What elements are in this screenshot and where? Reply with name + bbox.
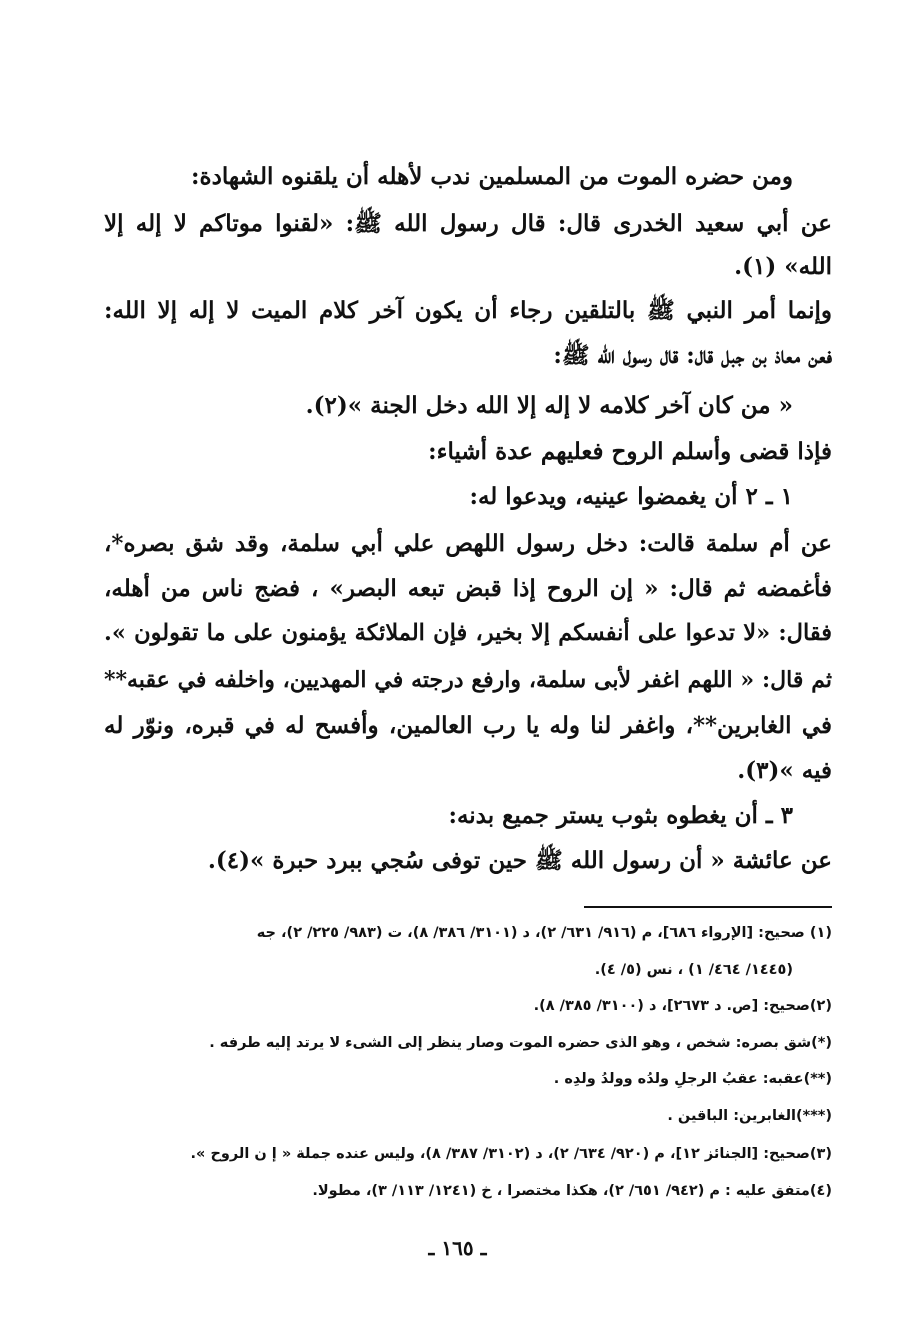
- footnote-star-2: (**)عقبه: عقبُ الرجلِ ولدُه وولدُ ولدِه .: [553, 1071, 832, 1087]
- footnote-divider: [584, 906, 832, 908]
- body-line-12: ثم قال: « اللهم اغفر لأبى سلمة، وارفع درجته في المهديين، واخلفه في عقبه**: [104, 667, 832, 693]
- body-line-4: وإنما أمر النبي ﷺ بالتلقين رجاء أن يكون آخر كلام الميت لا إله إلا الله:: [104, 297, 832, 324]
- body-line-8: ١ ـ ٢ أن يغمضوا عينيه، ويدعوا له:: [469, 483, 793, 510]
- body-line-5: فعن معاذ بن جبل قال: قال رسول الله ﷺ:: [553, 342, 832, 369]
- footnote-1-continued: (١٤٤٥/ ٤٦٤/ ١) ، نس (٥/ ٤).: [594, 962, 793, 978]
- body-line-13: في الغابرين**، واغفر لنا وله يا رب العالمين، وأفسح له في قبره، ونوّر له: [104, 712, 832, 739]
- footnote-1: (١) صحيح: [الإرواء ٦٨٦]، م (٩١٦/ ٦٣١/ ٢)، د (٣١٠١/ ٣٨٦/ ٨)، ت (٩٨٣/ ٢٢٥/ ٢)، جه: [256, 925, 832, 941]
- page-number: ـ ١٦٥ ـ: [428, 1236, 487, 1260]
- body-line-15: ٣ ـ أن يغطوه بثوب يستر جميع بدنه:: [448, 802, 793, 829]
- footnote-2: (٢)صحيح: [ص. د ٢٦٧٣]، د (٣١٠٠/ ٣٨٥/ ٨).: [533, 998, 832, 1014]
- body-line-2: عن أبي سعيد الخدرى قال: قال رسول الله ﷺ: «لقنوا موتاكم لا إله إلا: [104, 210, 832, 237]
- body-line-14: فيه »(٣).: [737, 757, 832, 784]
- footnote-star-1: (*)شق بصره: شخص ، وهو الذى حضره الموت وصار ينظر إلى الشىء لا يرتد إليه طرفه .: [209, 1035, 832, 1051]
- body-line-7: فإذا قضى وأسلم الروح فعليهم عدة أشياء:: [428, 438, 832, 465]
- body-line-10: فأغمضه ثم قال: « إن الروح إذا قبض تبعه البصر» ، فضج ناس من أهله،: [104, 575, 832, 602]
- body-line-9: عن أم سلمة قالت: دخل رسول اللهص علي أبي سلمة، وقد شق بصره*،: [104, 530, 832, 557]
- body-line-6: « من كان آخر كلامه لا إله إلا الله دخل الجنة »(٢).: [305, 392, 793, 419]
- footnote-4: (٤)متفق عليه : م (٩٤٢/ ٦٥١/ ٢)، هكذا مختصرا ، خ (١٢٤١/ ١١٣/ ٣)، مطولا.: [312, 1183, 832, 1199]
- body-line-3: الله» (١).: [734, 253, 832, 280]
- body-line-1: ومن حضره الموت من المسلمين ندب لأهله أن يلقنوه الشهادة:: [191, 163, 793, 190]
- body-line-16: عن عائشة « أن رسول الله ﷺ حين توفى سُجي ببرد حبرة »(٤).: [207, 847, 832, 874]
- footnote-star-3: (***)الغابرين: الباقين .: [667, 1108, 832, 1124]
- body-line-11: فقال: «لا تدعوا على أنفسكم إلا بخير، فإن الملائكة يؤمنون على ما تقولون ».: [104, 620, 832, 646]
- footnote-3: (٣)صحيح: [الجنائز ١٢]، م (٩٢٠/ ٦٣٤/ ٢)، د (٣١٠٢/ ٣٨٧/ ٨)، وليس عنده جملة « إ ن الروح ».: [190, 1146, 832, 1162]
